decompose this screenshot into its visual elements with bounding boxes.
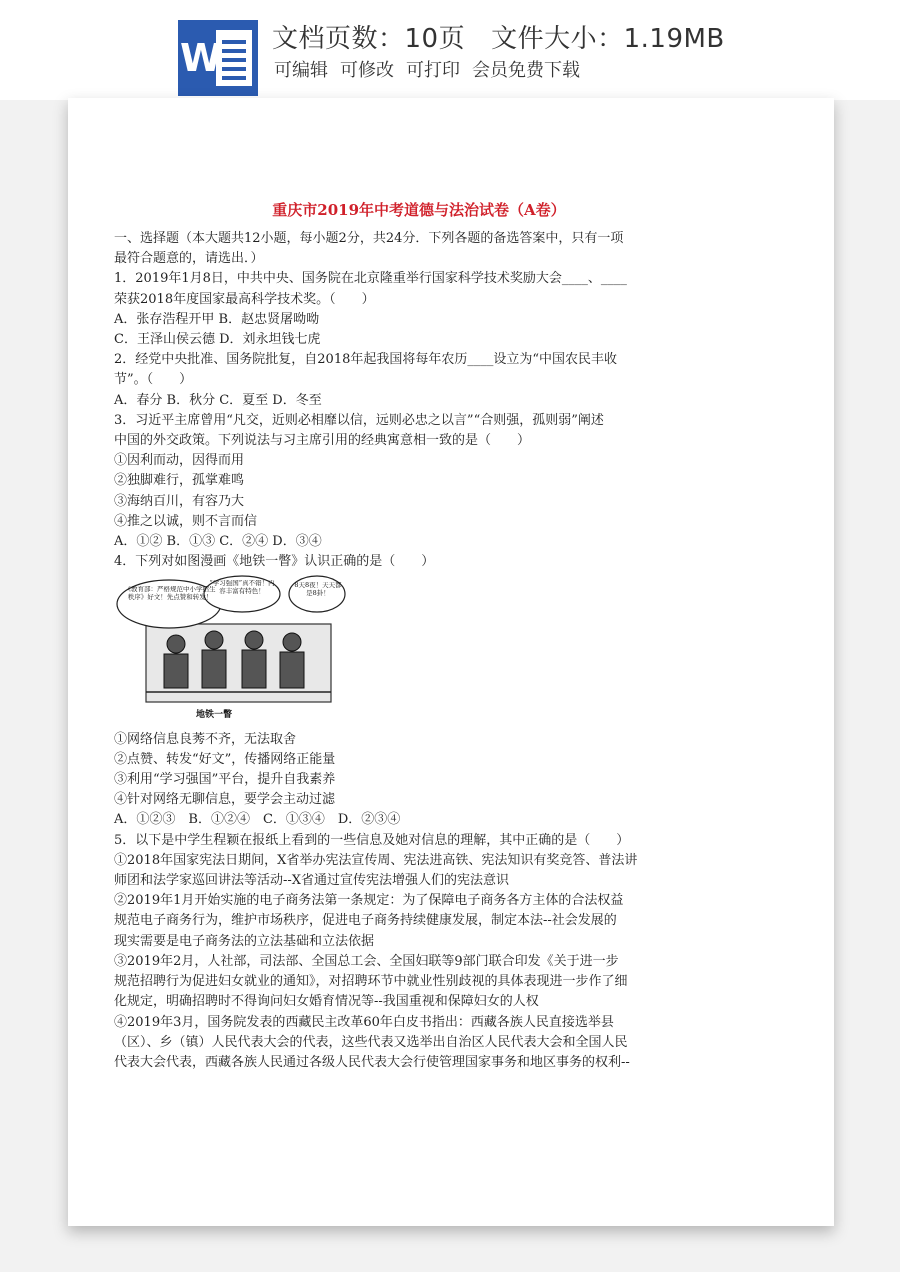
text-line: 师团和法学家巡回讲法等活动--X省通过宣传宪法增强人们的宪法意识 xyxy=(114,873,510,889)
header-banner xyxy=(0,0,900,100)
text-line: ④2019年3月，国务院发表的西藏民主改革60年白皮书指出：西藏各族人民直接选举县 xyxy=(114,1014,614,1030)
file-size: 文件大小：1.19MB xyxy=(491,24,725,54)
page-count: 文档页数：10页 xyxy=(272,24,466,54)
bubble-right-text: 8天8夜！天天都是8卦！ xyxy=(294,582,342,597)
exam-title: 重庆市2019年中考道德与法治试卷（A卷） xyxy=(272,201,566,219)
feature-list xyxy=(274,56,592,82)
text-line: 化规定，明确招聘时不得询问妇女婚育情况等--我国重视和保障妇女的人权 xyxy=(114,994,539,1010)
question-block-1 xyxy=(114,229,724,572)
feature-printable: 可打印 xyxy=(406,60,460,81)
comic-caption: 地铁一瞥 xyxy=(196,710,233,721)
word-document-icon xyxy=(178,20,258,96)
text-line: ③利用“学习强国”平台，提升自我素养 xyxy=(114,772,336,788)
word-letter: W xyxy=(180,36,222,80)
text-line: ②点赞、转发“好文”，传播网络正能量 xyxy=(114,751,336,767)
text-line: 1．2019年1月8日，中共中央、国务院在北京隆重举行国家科学技术奖励大会____、____ xyxy=(114,271,627,287)
text-line: 一、选择题（本大题共12小题，每小题2分，共24分．下列各题的备选答案中，只有一项 xyxy=(114,231,624,246)
text-line: 规范招聘行为促进妇女就业的通知》，对招聘环节中就业性别歧视的具体表现进一步作了细 xyxy=(114,974,628,990)
text-line: ②2019年1月开始实施的电子商务法第一条规定：为了保障电子商务各方主体的合法权益 xyxy=(114,893,624,909)
text-line: C．王泽山侯云德 D．刘永坦钱七虎 xyxy=(114,332,321,348)
bubble-middle-text: “学习强国”真不错！内容丰富有特色！ xyxy=(209,580,275,595)
text-line: ③2019年2月，人社部，司法部、全国总工会、全国妇联等9部门联合印发《关于进一步 xyxy=(114,953,619,969)
text-line: A．①②③ B．①②④ C．①③④ D．②③④ xyxy=(114,812,401,828)
text-line: ①2018年国家宪法日期间，X省举办宪法宣传周、宪法进高铁、宪法知识有奖竞答、普法讲 xyxy=(114,852,638,868)
text-line: 现实需要是电子商务法的立法基础和立法依据 xyxy=(114,933,375,949)
text-line: 4．下列对如图漫画《地铁一瞥》认识正确的是（ ） xyxy=(114,554,435,570)
text-line: 2．经党中央批准、国务院批复，自2018年起我国将每年农历____设立为“中国农民丰收 xyxy=(114,352,618,368)
text-line: A．张存浩程开甲 B．赵忠贤屠呦呦 xyxy=(114,311,320,327)
text-line: 最符合题意的，请选出．） xyxy=(114,251,264,267)
text-line: ①因利而动，因得而用 xyxy=(114,453,245,469)
question-block-2 xyxy=(114,730,724,1073)
text-line: 中国的外交政策。下列说法与习主席引用的经典寓意相一致的是（ ） xyxy=(114,433,531,449)
text-line: 3．习近平主席曾用“凡交，近则必相靡以信，远则必忠之以言”“合则强，孤则弱”阐述 xyxy=(114,412,604,428)
feature-editable: 可编辑 xyxy=(274,60,328,81)
feature-modifiable: 可修改 xyxy=(340,60,394,81)
text-line: ④针对网络无聊信息，要学会主动过滤 xyxy=(114,792,336,808)
document-body xyxy=(114,200,724,1073)
text-line: 代表大会代表，西藏各族人民通过各级人民代表大会行使管理国家事务和地区事务的权利-- xyxy=(114,1054,630,1070)
bubble-left-text: 《教育部：严格规范中小学招生秩序》好文！先点赞和转发！ xyxy=(124,586,216,601)
comic-illustration xyxy=(114,574,354,722)
text-line: ③海纳百川，有容乃大 xyxy=(114,493,245,509)
text-line: 荣获2018年度国家最高科学技术奖。（ ） xyxy=(114,291,375,307)
text-line: ②独脚难行，孤掌难鸣 xyxy=(114,473,245,489)
text-line: A．①② B．①③ C．②④ D．③④ xyxy=(114,534,322,550)
text-line: ①网络信息良莠不齐，无法取舍 xyxy=(114,731,297,747)
feature-member-download: 会员免费下载 xyxy=(472,60,580,81)
text-line: ④推之以诚，则不言而信 xyxy=(114,513,258,529)
text-line: （区）、乡（镇）人民代表大会的代表，这些代表又选举出自治区人民代表大会和全国人民 xyxy=(114,1034,628,1050)
text-line: 规范电子商务行为，维护市场秩序，促进电子商务持续健康发展，制定本法--社会发展的 xyxy=(114,913,617,929)
text-line: 节”。（ ） xyxy=(114,372,193,388)
text-line: 5．以下是中学生程颖在报纸上看到的一些信息及她对信息的理解，其中正确的是（ ） xyxy=(114,832,630,848)
text-line: A．春分 B．秋分 C．夏至 D．冬至 xyxy=(114,392,322,408)
file-info-title xyxy=(272,18,725,55)
